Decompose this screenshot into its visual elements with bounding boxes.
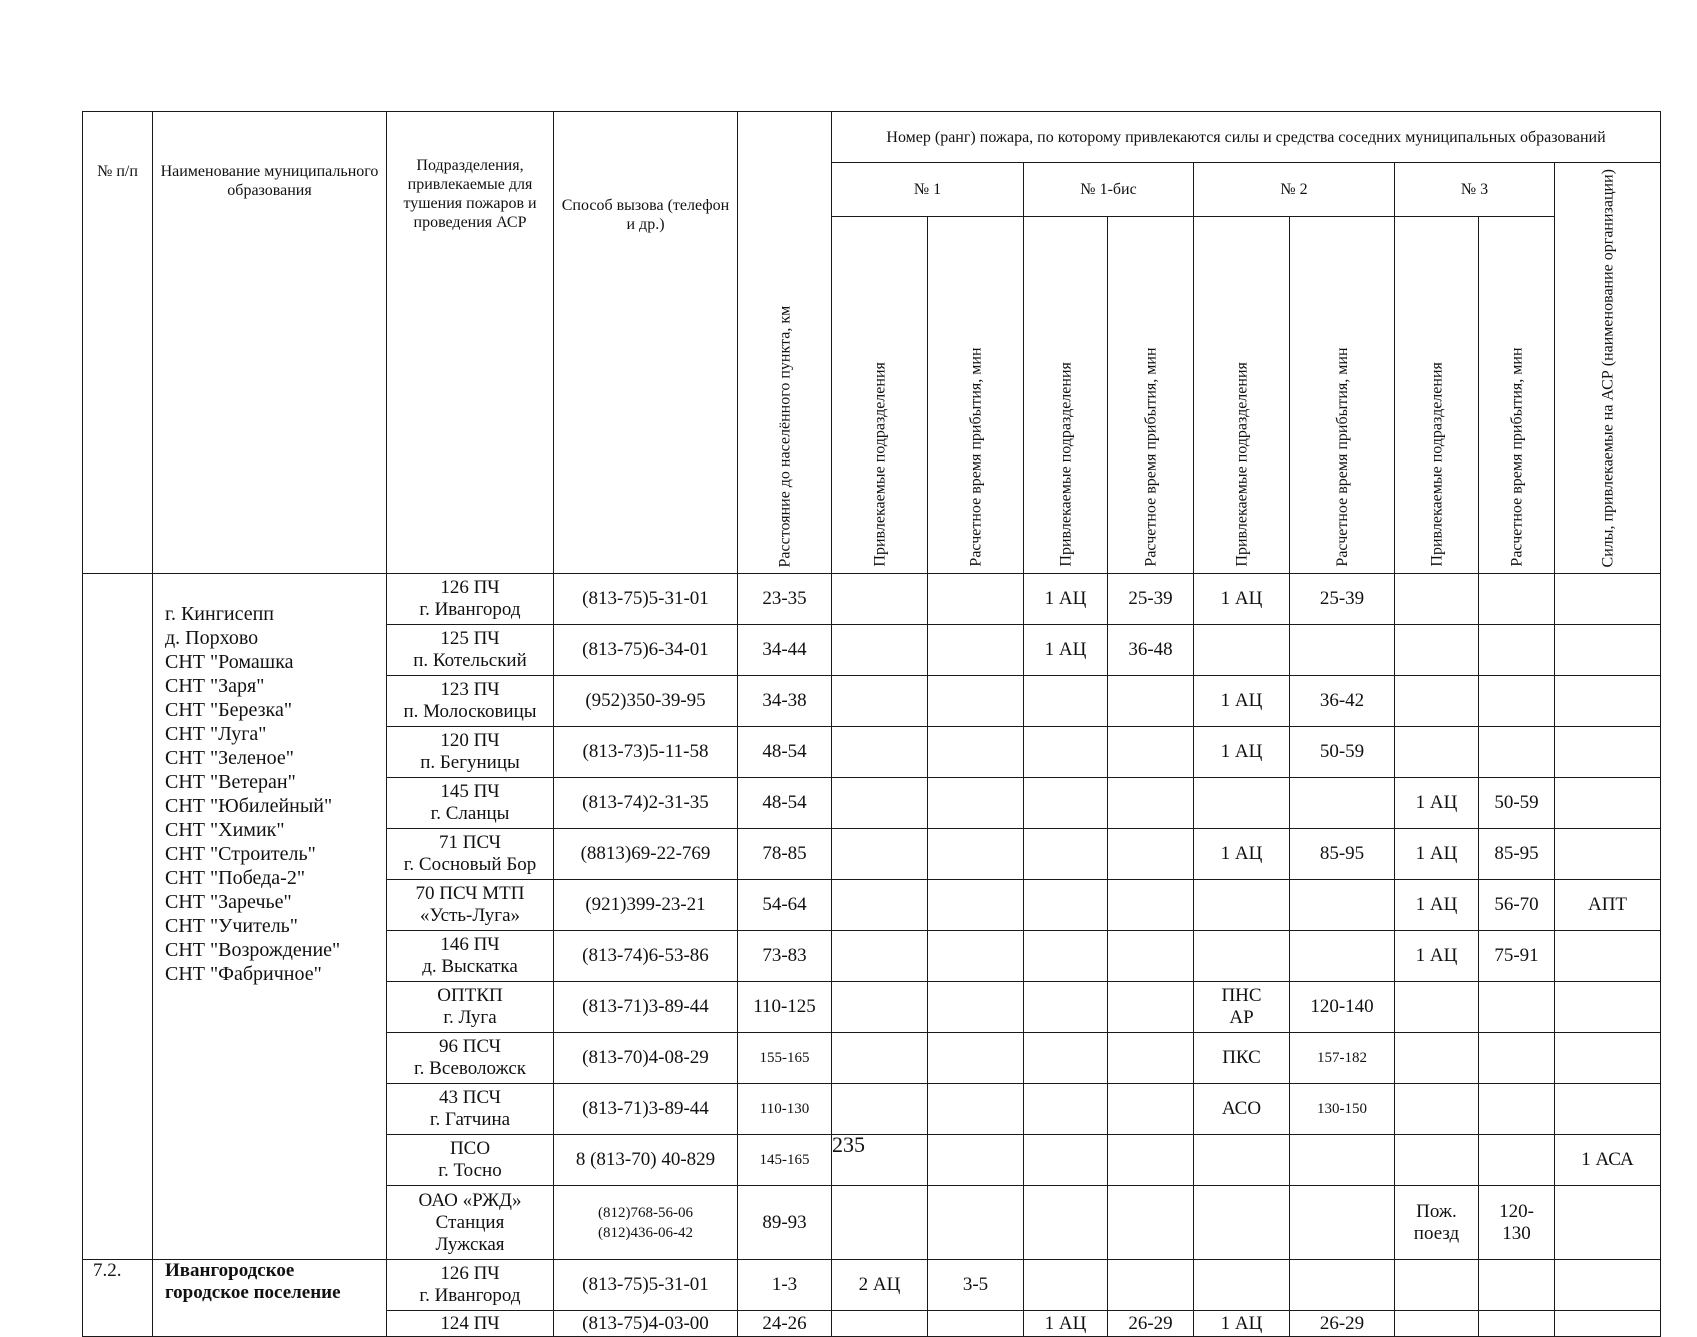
- header-rank-3: № 3: [1395, 163, 1555, 217]
- r1-units-cell: [832, 1084, 928, 1135]
- asr-cell: АПТ: [1555, 880, 1661, 931]
- r3-time-cell: 85-95: [1479, 829, 1555, 880]
- r1-time-cell: [928, 931, 1024, 982]
- header-call-method: Способ вызова (телефон и др.): [554, 112, 738, 574]
- r3-time-cell: [1479, 1033, 1555, 1084]
- unit-cell: 43 ПСЧ г. Гатчина: [387, 1084, 554, 1135]
- header-rank-1-bis: № 1-бис: [1024, 163, 1194, 217]
- r1-units-cell: [832, 1186, 928, 1260]
- asr-cell: 1 АСА: [1555, 1135, 1661, 1186]
- header-rank-title: Номер (ранг) пожара, по которому привлекаются силы и средства соседних муниципальных образований: [832, 112, 1661, 163]
- unit-cell: 125 ПЧ п. Котельский: [387, 625, 554, 676]
- section-num: 7.2.: [83, 1260, 153, 1337]
- phone-cell: (921)399-23-21: [554, 880, 738, 931]
- r3-time-cell: 120- 130: [1479, 1186, 1555, 1260]
- r1bis-units-cell: [1024, 982, 1108, 1033]
- distance-cell: 24-26: [738, 1311, 832, 1337]
- distance-cell: 54-64: [738, 880, 832, 931]
- r1bis-time-cell: [1108, 778, 1194, 829]
- phone-cell: (813-75)6-34-01: [554, 625, 738, 676]
- unit-cell: 71 ПСЧ г. Сосновый Бор: [387, 829, 554, 880]
- r1-units-cell: [832, 880, 928, 931]
- section-muni-name: Ивангородское городское поселение: [153, 1260, 387, 1337]
- r2-time-cell: 120-140: [1290, 982, 1395, 1033]
- r1bis-time-cell: [1108, 1033, 1194, 1084]
- asr-cell: [1555, 931, 1661, 982]
- asr-cell: [1555, 1033, 1661, 1084]
- r1-time-cell: [928, 829, 1024, 880]
- r1bis-time-cell: [1108, 829, 1194, 880]
- r1bis-units-cell: [1024, 931, 1108, 982]
- phone-cell: (813-75)4-03-00: [554, 1311, 738, 1337]
- unit-cell: ОПТКП г. Луга: [387, 982, 554, 1033]
- r1-time-cell: [928, 574, 1024, 625]
- r2-units-cell: АСО: [1194, 1084, 1290, 1135]
- muni-item: СНТ "Ветеран": [165, 771, 296, 794]
- r1bis-units-cell: 1 АЦ: [1024, 574, 1108, 625]
- r1bis-units-cell: [1024, 1033, 1108, 1084]
- muni-item: СНТ "Учитель": [165, 915, 298, 938]
- r2-time-cell: [1290, 880, 1395, 931]
- table-row: [83, 574, 1661, 625]
- r1-time-cell: 3-5: [928, 1260, 1024, 1311]
- r1bis-units-cell: [1024, 1260, 1108, 1311]
- r1-units-cell: [832, 1311, 928, 1337]
- r2-units-cell: ПКС: [1194, 1033, 1290, 1084]
- r1bis-time-cell: [1108, 931, 1194, 982]
- r3-units-cell: 1 АЦ: [1395, 829, 1479, 880]
- r3-time-cell: [1479, 1260, 1555, 1311]
- r2-units-cell: [1194, 625, 1290, 676]
- r1bis-time-cell: 26-29: [1108, 1311, 1194, 1337]
- r3-units-cell: [1395, 574, 1479, 625]
- r1bis-time-cell: [1108, 982, 1194, 1033]
- r3-units-cell: [1395, 1033, 1479, 1084]
- r1bis-units-cell: [1024, 880, 1108, 931]
- r1-units-cell: [832, 727, 928, 778]
- header-r2-units: Привлекаемые подразделения: [1194, 216, 1290, 574]
- r1-time-cell: [928, 1033, 1024, 1084]
- r3-time-cell: [1479, 676, 1555, 727]
- r1-units-cell: [832, 829, 928, 880]
- header-r3-units: Привлекаемые подразделения: [1395, 216, 1479, 574]
- r1bis-time-cell: [1108, 676, 1194, 727]
- r1-time-cell: [928, 1084, 1024, 1135]
- r3-time-cell: 56-70: [1479, 880, 1555, 931]
- r3-time-cell: [1479, 1084, 1555, 1135]
- r3-units-cell: 1 АЦ: [1395, 931, 1479, 982]
- r2-units-cell: 1 АЦ: [1194, 574, 1290, 625]
- r3-units-cell: [1395, 982, 1479, 1033]
- r1-units-cell: [832, 982, 928, 1033]
- muni-item: СНТ "Заречье": [165, 891, 292, 914]
- phone-cell: (813-75)5-31-01: [554, 1260, 738, 1311]
- r3-time-cell: [1479, 625, 1555, 676]
- asr-cell: [1555, 982, 1661, 1033]
- muni-item: СНТ "Возрождение": [165, 939, 341, 962]
- distance-cell: 34-38: [738, 676, 832, 727]
- header-r1bis-time: Расчетное время прибытия, мин: [1108, 216, 1194, 574]
- unit-cell: 126 ПЧ г. Ивангород: [387, 574, 554, 625]
- unit-cell: 145 ПЧ г. Сланцы: [387, 778, 554, 829]
- muni-item: д. Порхово: [165, 627, 259, 650]
- r1bis-time-cell: 36-48: [1108, 625, 1194, 676]
- r3-units-cell: [1395, 727, 1479, 778]
- distance-cell: 1-3: [738, 1260, 832, 1311]
- distance-cell: 23-35: [738, 574, 832, 625]
- muni-item: СНТ "Фабричное": [165, 963, 322, 986]
- r3-time-cell: [1479, 574, 1555, 625]
- r2-units-cell: [1194, 1260, 1290, 1311]
- header-muni-name: Наименование муниципального образования: [153, 112, 387, 574]
- asr-cell: [1555, 676, 1661, 727]
- distance-cell: 48-54: [738, 778, 832, 829]
- r1bis-units-cell: [1024, 778, 1108, 829]
- r2-time-cell: 157-182: [1290, 1033, 1395, 1084]
- phone-cell: (813-74)2-31-35: [554, 778, 738, 829]
- r2-units-cell: 1 АЦ: [1194, 676, 1290, 727]
- r2-units-cell: [1194, 778, 1290, 829]
- r1-units-cell: [832, 676, 928, 727]
- r2-time-cell: [1290, 625, 1395, 676]
- asr-cell: [1555, 1311, 1661, 1337]
- muni-item: СНТ "Березка": [165, 699, 293, 722]
- asr-cell: [1555, 727, 1661, 778]
- muni-item: СНТ "Юбилейный": [165, 795, 333, 818]
- r1bis-time-cell: 25-39: [1108, 574, 1194, 625]
- muni-item: г. Кингисепп: [165, 603, 275, 626]
- phone-cell: (813-71)3-89-44: [554, 982, 738, 1033]
- r1-time-cell: [928, 778, 1024, 829]
- unit-cell: 70 ПСЧ МТП «Усть-Луга»: [387, 880, 554, 931]
- header-r1bis-units: Привлекаемые подразделения: [1024, 216, 1108, 574]
- muni-item: СНТ "Строитель": [165, 843, 316, 866]
- r3-units-cell: [1395, 1084, 1479, 1135]
- r2-time-cell: [1290, 931, 1395, 982]
- phone-cell: (813-74)6-53-86: [554, 931, 738, 982]
- distance-cell: 110-125: [738, 982, 832, 1033]
- asr-cell: [1555, 1260, 1661, 1311]
- r1-time-cell: [928, 1186, 1024, 1260]
- r2-time-cell: 26-29: [1290, 1311, 1395, 1337]
- unit-cell: 124 ПЧ: [387, 1311, 554, 1337]
- r1-time-cell: [928, 625, 1024, 676]
- header-rank-1: № 1: [832, 163, 1024, 217]
- header-rank-2: № 2: [1194, 163, 1395, 217]
- unit-cell: 120 ПЧ п. Бегуницы: [387, 727, 554, 778]
- r1-time-cell: [928, 982, 1024, 1033]
- r1-units-cell: [832, 778, 928, 829]
- phone-cell: (813-75)5-31-01: [554, 574, 738, 625]
- header-r2-time: Расчетное время прибытия, мин: [1290, 216, 1395, 574]
- unit-cell: ОАО «РЖД» Станция Лужская: [387, 1186, 554, 1260]
- r1bis-units-cell: 1 АЦ: [1024, 1311, 1108, 1337]
- r3-time-cell: [1479, 982, 1555, 1033]
- muni-item: СНТ "Победа-2": [165, 867, 306, 890]
- asr-cell: [1555, 1186, 1661, 1260]
- header-r3-time: Расчетное время прибытия, мин: [1479, 216, 1555, 574]
- header-r1-units: Привлекаемые подразделения: [832, 216, 928, 574]
- header-distance: Расстояние до населённого пункта, км: [738, 112, 832, 574]
- r1-units-cell: 2 АЦ: [832, 1260, 928, 1311]
- phone-cell: (813-70)4-08-29: [554, 1033, 738, 1084]
- r3-units-cell: [1395, 1260, 1479, 1311]
- r1bis-units-cell: 1 АЦ: [1024, 625, 1108, 676]
- asr-cell: [1555, 829, 1661, 880]
- unit-cell: 126 ПЧ г. Ивангород: [387, 1260, 554, 1311]
- r2-time-cell: 36-42: [1290, 676, 1395, 727]
- r1bis-time-cell: [1108, 1084, 1194, 1135]
- distance-cell: 155-165: [738, 1033, 832, 1084]
- page-number: 235: [832, 1132, 865, 1157]
- r2-time-cell: [1290, 1260, 1395, 1311]
- r3-units-cell: [1395, 1311, 1479, 1337]
- r2-units-cell: [1194, 1186, 1290, 1260]
- r1bis-units-cell: [1024, 1084, 1108, 1135]
- table-row: [83, 1260, 1661, 1311]
- r1-units-cell: [832, 625, 928, 676]
- r2-time-cell: [1290, 1186, 1395, 1260]
- r1bis-units-cell: [1024, 829, 1108, 880]
- r3-time-cell: 75-91: [1479, 931, 1555, 982]
- distance-cell: 145-165: [738, 1135, 832, 1186]
- phone-cell: (8813)69-22-769: [554, 829, 738, 880]
- r1bis-time-cell: [1108, 880, 1194, 931]
- r2-time-cell: 50-59: [1290, 727, 1395, 778]
- unit-cell: 96 ПСЧ г. Всеволожск: [387, 1033, 554, 1084]
- header-r1-time: Расчетное время прибытия, мин: [928, 216, 1024, 574]
- distance-cell: 73-83: [738, 931, 832, 982]
- header-num: № п/п: [83, 112, 153, 574]
- distance-cell: 89-93: [738, 1186, 832, 1260]
- phone-cell: 8 (813-70) 40-829: [554, 1135, 738, 1186]
- unit-cell: 146 ПЧ д. Выскатка: [387, 931, 554, 982]
- r2-units-cell: [1194, 880, 1290, 931]
- r1-time-cell: [928, 1311, 1024, 1337]
- phone-cell: (952)350-39-95: [554, 676, 738, 727]
- phone-cell: (813-71)3-89-44: [554, 1084, 738, 1135]
- r3-time-cell: [1479, 727, 1555, 778]
- r1bis-units-cell: [1024, 676, 1108, 727]
- muni-item: СНТ "Заря": [165, 675, 265, 698]
- r2-time-cell: 85-95: [1290, 829, 1395, 880]
- muni-item: СНТ "Химик": [165, 819, 285, 842]
- r3-units-cell: Пож. поезд: [1395, 1186, 1479, 1260]
- header-units: Подразделения, привлекаемые для тушения пожаров и проведения АСР: [387, 112, 554, 574]
- r1-units-cell: [832, 931, 928, 982]
- r1bis-time-cell: [1108, 727, 1194, 778]
- r3-units-cell: 1 АЦ: [1395, 880, 1479, 931]
- muni-item: СНТ "Зеленое": [165, 747, 294, 770]
- r2-units-cell: 1 АЦ: [1194, 829, 1290, 880]
- r2-units-cell: 1 АЦ: [1194, 727, 1290, 778]
- r3-time-cell: 50-59: [1479, 778, 1555, 829]
- distance-cell: 78-85: [738, 829, 832, 880]
- r1bis-units-cell: [1024, 1186, 1108, 1260]
- r1-time-cell: [928, 676, 1024, 727]
- asr-cell: [1555, 625, 1661, 676]
- distance-cell: 34-44: [738, 625, 832, 676]
- phone-cell: (812)768-56-06 (812)436-06-42: [554, 1186, 738, 1260]
- r2-time-cell: [1290, 778, 1395, 829]
- r1-units-cell: [832, 1033, 928, 1084]
- r2-units-cell: [1194, 931, 1290, 982]
- r1-time-cell: [928, 727, 1024, 778]
- muni-item: СНТ "Ромашка: [165, 651, 294, 674]
- phone-cell: (813-73)5-11-58: [554, 727, 738, 778]
- asr-cell: [1555, 778, 1661, 829]
- r3-units-cell: [1395, 625, 1479, 676]
- r3-time-cell: [1479, 1311, 1555, 1337]
- header-asr-forces: Силы, привлекаемые на АСР (наименование организации): [1555, 163, 1661, 574]
- asr-cell: [1555, 574, 1661, 625]
- r3-units-cell: [1395, 676, 1479, 727]
- r2-time-cell: 130-150: [1290, 1084, 1395, 1135]
- r1-time-cell: [928, 880, 1024, 931]
- unit-cell: 123 ПЧ п. Молосковицы: [387, 676, 554, 727]
- muni-item: СНТ "Луга": [165, 723, 267, 746]
- distance-cell: 110-130: [738, 1084, 832, 1135]
- r1bis-time-cell: [1108, 1260, 1194, 1311]
- r2-time-cell: 25-39: [1290, 574, 1395, 625]
- r1bis-time-cell: [1108, 1186, 1194, 1260]
- asr-cell: [1555, 1084, 1661, 1135]
- r1-units-cell: [832, 574, 928, 625]
- r3-units-cell: 1 АЦ: [1395, 778, 1479, 829]
- r2-units-cell: 1 АЦ: [1194, 1311, 1290, 1337]
- unit-cell: ПСО г. Тосно: [387, 1135, 554, 1186]
- r2-units-cell: ПНС АР: [1194, 982, 1290, 1033]
- distance-cell: 48-54: [738, 727, 832, 778]
- r1bis-units-cell: [1024, 727, 1108, 778]
